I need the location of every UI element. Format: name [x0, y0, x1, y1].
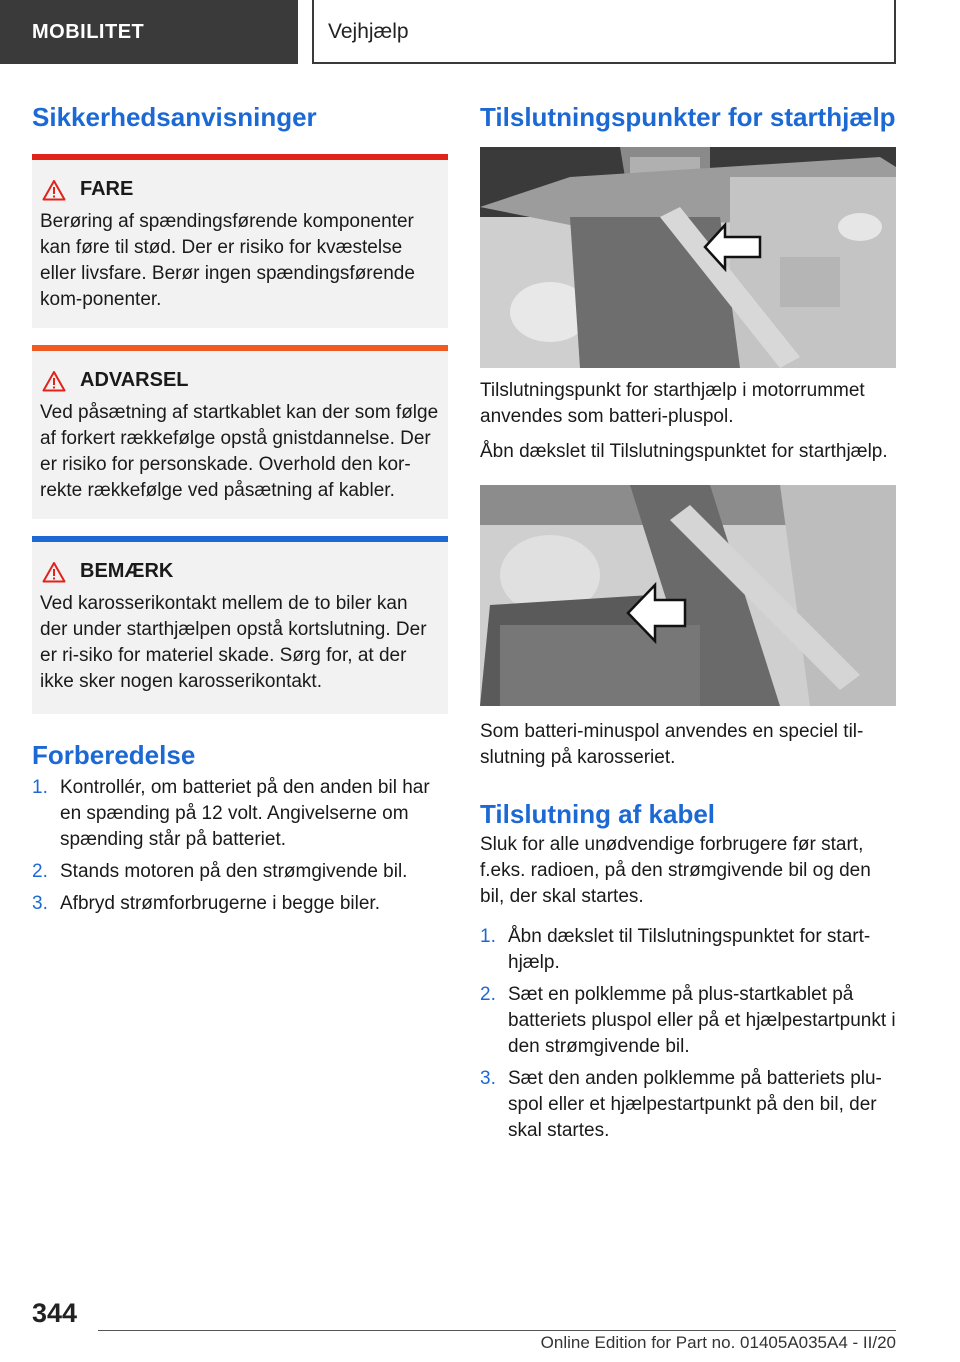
engine-bay-positive-photo: [480, 147, 896, 368]
warning-icon: [42, 370, 66, 392]
list-item: 1. Kontrollér, om batteriet på den anden bil har en spænding på 12 volt. Angivelserne om spænding står på batteriet.: [32, 777, 430, 850]
right-column: [480, 101, 896, 1150]
list-item: 3. Afbryd strømforbrugerne i begge biler.: [32, 893, 380, 914]
open-cover-text: Åbn dækslet til Tilslutningspunktet for starthjælp.: [480, 441, 888, 462]
list-item: 2. Sæt en polklemme på plus-startkablet på batteriets pluspol eller på et hjælpestartpunkt i den strømgivende bil.: [480, 984, 896, 1057]
cable-steps: [480, 924, 896, 1144]
footer-divider: [98, 1330, 896, 1331]
negative-pole-text: Som batteri-minuspol anvendes en speciel til-slutning på karosseriet.: [480, 721, 864, 768]
danger-text: Berøring af spændingsførende komponenter kan føre til stød. Der er risiko for kvæstelse eller livsfare. Berør ingen spændingsførende kom-ponenter.: [40, 211, 415, 310]
page-number: 344: [32, 1298, 78, 1328]
warning-notice: [32, 351, 448, 519]
warning-icon: [42, 561, 66, 583]
danger-title: FARE: [80, 178, 134, 200]
engine-bay-negative-photo: [480, 485, 896, 706]
note-notice: [32, 542, 448, 714]
section-title: Vejhjælp: [312, 0, 896, 64]
warning-text: Ved påsætning af startkablet kan der som følge af forkert rækkefølge opstå gnistdannelse. Der er risiko for personskade. Overhold den kor-rekte rækkefølge ved påsætning af kabler.: [40, 402, 439, 501]
note-text: Ved karosserikontakt mellem de to biler kan der under starthjælpen opstå kortslutning. Der er ri-siko for materiel skade. Sørg for, at der ikke sker nogen karosserikontakt.: [40, 593, 427, 692]
positive-pole-text: Tilslutningspunkt for starthjælp i motorrummet anvendes som batteri-pluspol.: [480, 380, 865, 427]
jumpstart-points-heading: Tilslutningspunkter for starthjælp: [480, 102, 896, 132]
cable-intro-text: Sluk for alle unødvendige forbrugere før start, f.eks. radioen, på den strømgivende bil og den bil, der skal startes.: [480, 834, 871, 907]
list-item: 2. Stands motoren på den strømgivende bil.: [32, 861, 408, 882]
chapter-tab: MOBILITET: [0, 0, 298, 64]
preparation-steps: [32, 775, 448, 917]
safety-heading: Sikkerhedsanvisninger: [32, 102, 317, 132]
danger-notice: [32, 160, 448, 328]
warning-icon: [42, 179, 66, 201]
note-title: BEMÆRK: [80, 560, 174, 582]
connect-cable-heading: Tilslutning af kabel: [480, 799, 716, 829]
preparation-heading: Forberedelse: [32, 740, 196, 770]
list-item: 3. Sæt den anden polklemme på batteriets plu-spol eller et hjælpestartpunkt på den bil, der skal startes.: [480, 1068, 882, 1141]
warning-title: ADVARSEL: [80, 369, 189, 391]
edition-info: Online Edition for Part no. 01405A035A4 - II/20: [540, 1333, 896, 1352]
list-item: 1. Åbn dækslet til Tilslutningspunktet for start-hjælp.: [480, 926, 871, 973]
left-column: [32, 101, 448, 923]
